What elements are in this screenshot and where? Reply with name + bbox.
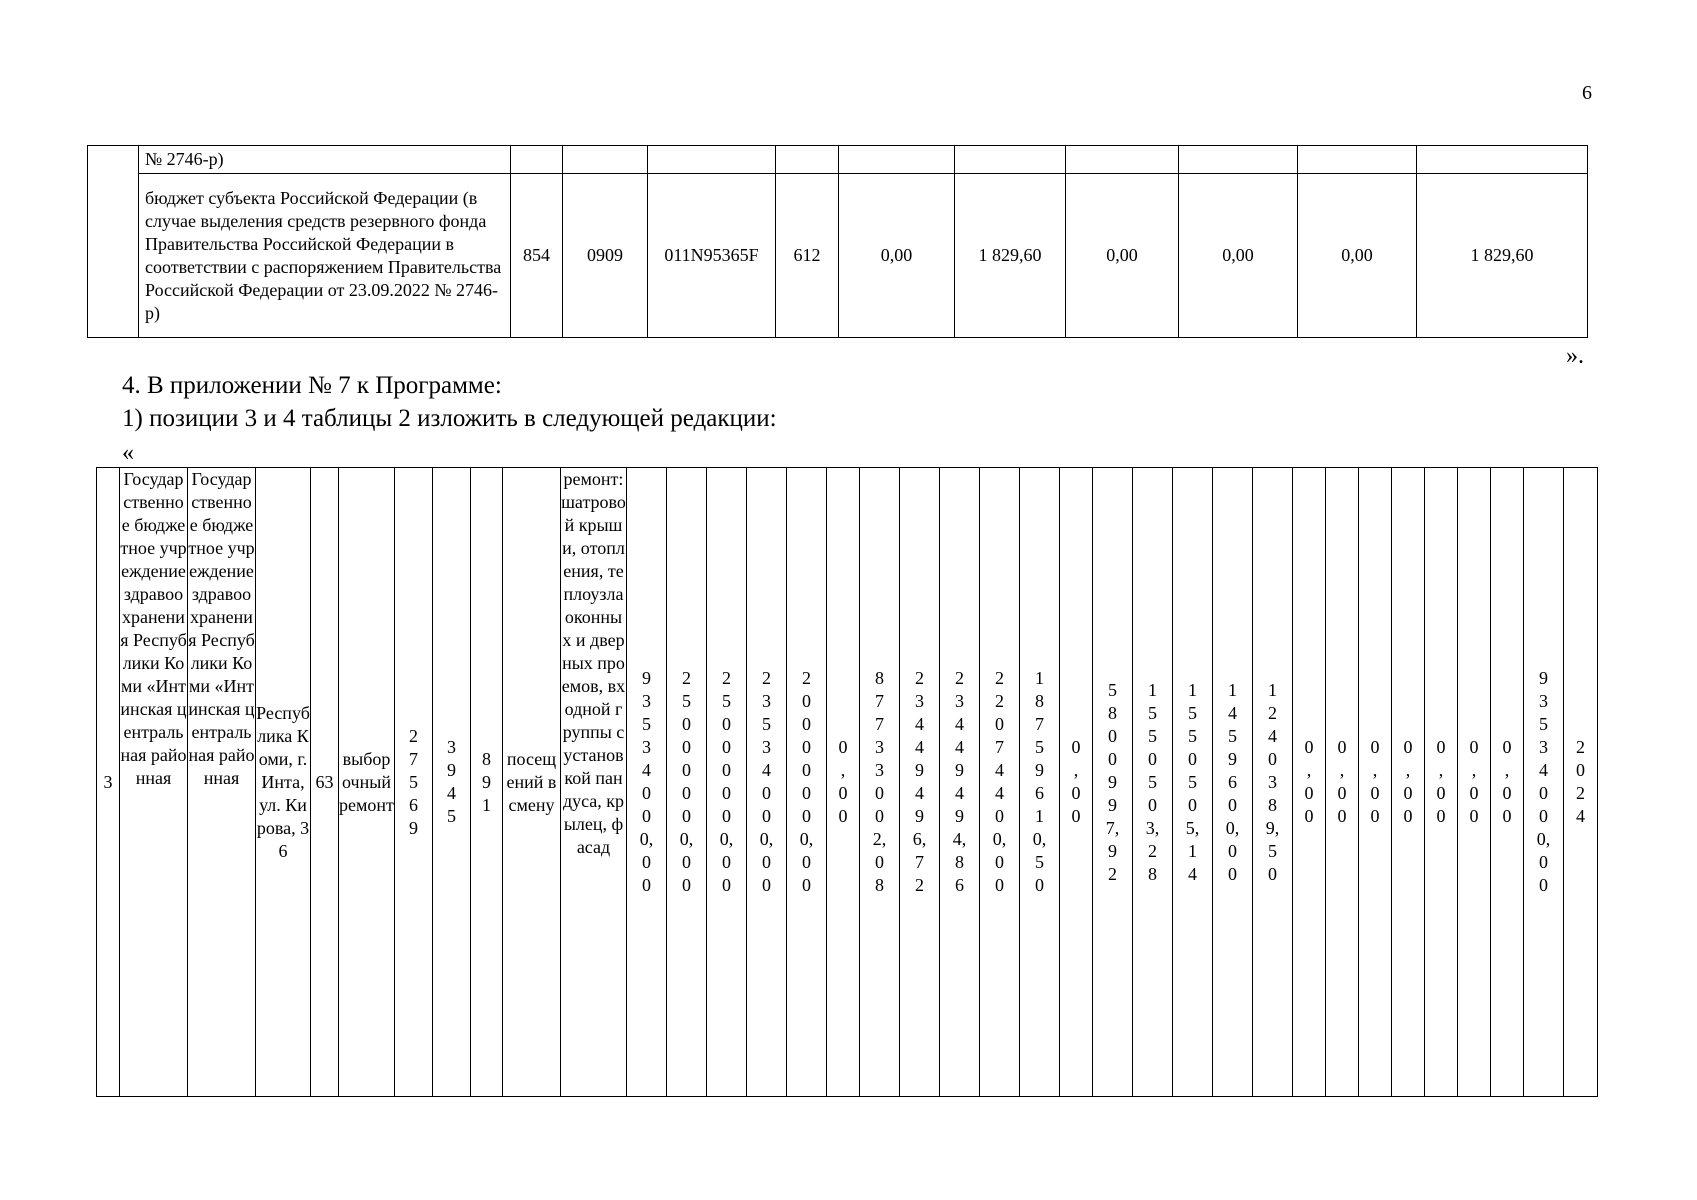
vertical-value: 2 5 0 0 0 0 0 0, 0 0 <box>679 668 694 895</box>
address-cell: Республика Коми, г. Инта, ул. Кирова, 36 <box>256 468 311 1097</box>
amount-cell <box>980 468 1020 1097</box>
amount-cell <box>1359 468 1392 1097</box>
vertical-value: 2 5 0 0 0 0 0 0, 0 0 <box>719 668 734 895</box>
vertical-value: 8 9 1 <box>482 748 491 815</box>
section-subheading: 1) позиции 3 и 4 таблицы 2 изложить в следующей редакции: <box>122 405 777 432</box>
section-heading: 4. В приложении № 7 к Программе: <box>122 372 502 399</box>
amount-cell <box>1253 468 1293 1097</box>
total-amount-cell: 1 829,60 <box>1417 174 1588 338</box>
work-type-cell: выборочный ремонт <box>339 468 395 1097</box>
vertical-value: 0 , 0 0 <box>1469 737 1479 826</box>
vertical-value: 2 3 5 3 4 0 0 0, 0 0 <box>759 668 774 895</box>
vertical-value: 0 , 0 0 <box>1403 737 1413 826</box>
expense-type-code: 612 <box>776 174 839 338</box>
amount-cell: 0,00 <box>839 174 955 338</box>
vertical-value: 2 7 5 6 9 <box>409 725 418 838</box>
table-cell <box>1417 146 1588 174</box>
vertical-value: 2 3 4 4 9 4 9 6, 7 2 <box>912 668 927 895</box>
vertical-value: 0 , 0 0 <box>1436 737 1446 826</box>
vertical-value: 0 , 0 0 <box>1370 737 1380 826</box>
vertical-value: 1 2 4 0 3 8 9, 5 0 <box>1265 679 1280 884</box>
funding-source-text: бюджет субъекта Российской Федерации (в случае выделения средств резервного фонда Правительства Российской Федерации в соответствии с распоряжением Правительства Российской Федерации от 23.09.2022 № 2746-р) <box>139 174 511 338</box>
amount-cell <box>1326 468 1359 1097</box>
table-cell <box>1298 146 1417 174</box>
vertical-value: 2 3 4 4 9 4 9 4, 8 6 <box>952 668 967 895</box>
amount-cell <box>1020 468 1060 1097</box>
amount-cell <box>860 468 900 1097</box>
opening-quote-mark: « <box>122 440 134 466</box>
vertical-value: 0 , 0 0 <box>1304 737 1314 826</box>
amount-cell <box>1133 468 1173 1097</box>
organization-name-cell: Государственное бюджетное учреждение здравоохранения Республики Коми «Интинская центральная районная <box>120 468 188 1097</box>
vertical-value: 1 8 7 5 9 6 1 0, 5 0 <box>1032 668 1047 895</box>
vertical-value: 0 , 0 0 <box>1071 737 1081 826</box>
table-cell <box>433 468 471 1097</box>
table-cell <box>511 146 563 174</box>
amount-cell <box>1458 468 1491 1097</box>
vertical-value: 2 0 0 0 0 0 0 0, 0 0 <box>799 668 814 895</box>
capacity-unit-cell: посещений в смену <box>503 468 561 1097</box>
total-amount-cell <box>1524 468 1564 1097</box>
table-cell <box>1179 146 1298 174</box>
year-cell <box>1564 468 1598 1097</box>
amount-cell: 1 829,60 <box>955 174 1066 338</box>
amount-cell <box>627 468 667 1097</box>
page-number: 6 <box>1582 82 1592 104</box>
target-code: 011N95365F <box>648 174 776 338</box>
vertical-value: 1 5 5 0 5 0 3, 2 8 <box>1145 679 1160 884</box>
table-row <box>97 468 1598 1097</box>
organization-name-cell: Государственное бюджетное учреждение здравоохранения Республики Коми «Интинская центральная районная <box>188 468 256 1097</box>
amount-cell <box>900 468 940 1097</box>
amount-cell <box>1093 468 1133 1097</box>
amount-cell <box>707 468 747 1097</box>
funding-source-text: № 2746-р) <box>139 146 511 174</box>
vertical-value: 3 9 4 5 <box>447 737 456 826</box>
amount-cell <box>1425 468 1458 1097</box>
table-row <box>88 174 1588 338</box>
table-cell <box>395 468 433 1097</box>
amount-cell <box>940 468 980 1097</box>
amount-cell: 0,00 <box>1298 174 1417 338</box>
row-number-cell: 3 <box>97 468 120 1097</box>
amount-cell <box>787 468 827 1097</box>
amount-cell: 0,00 <box>1066 174 1179 338</box>
amount-cell <box>747 468 787 1097</box>
program-appendix-table <box>96 467 1598 1097</box>
amount-cell <box>827 468 860 1097</box>
vertical-value: 1 4 5 9 6 0 0, 0 0 <box>1225 679 1240 884</box>
section-code: 0909 <box>563 174 648 338</box>
amount-cell <box>1060 468 1093 1097</box>
amount-cell <box>1213 468 1253 1097</box>
amount-cell <box>1392 468 1425 1097</box>
table-cell <box>471 468 503 1097</box>
table-cell <box>955 146 1066 174</box>
empty-cell <box>88 146 139 338</box>
budget-table-continuation <box>87 145 1588 338</box>
table-row <box>88 146 1588 174</box>
amount-cell: 0,00 <box>1179 174 1298 338</box>
vertical-value: 1 5 5 0 5 0 5, 1 4 <box>1185 679 1200 884</box>
vertical-value: 8 7 7 3 3 0 0 2, 0 8 <box>872 668 887 895</box>
vertical-value: 2 0 2 4 <box>1576 737 1585 826</box>
vertical-value: 0 , 0 0 <box>838 737 848 826</box>
table-cell <box>648 146 776 174</box>
vertical-value: 0 , 0 0 <box>1502 737 1512 826</box>
amount-cell <box>667 468 707 1097</box>
table-cell <box>776 146 839 174</box>
ministry-code: 854 <box>511 174 563 338</box>
amount-cell <box>1293 468 1326 1097</box>
vertical-value: 5 8 0 0 9 9 7, 9 2 <box>1105 679 1120 884</box>
amount-cell <box>1491 468 1524 1097</box>
table-cell: 63 <box>311 468 339 1097</box>
closing-quote-mark: ». <box>1566 343 1584 369</box>
vertical-value: 0 , 0 0 <box>1337 737 1347 826</box>
vertical-value: 2 2 0 7 4 4 0 0, 0 0 <box>992 668 1007 895</box>
amount-cell <box>1173 468 1213 1097</box>
vertical-value: 9 3 5 3 4 0 0 0, 0 0 <box>639 668 654 895</box>
table-cell <box>839 146 955 174</box>
table-cell <box>563 146 648 174</box>
table-cell <box>1066 146 1179 174</box>
vertical-value: 9 3 5 3 4 0 0 0, 0 0 <box>1536 668 1551 895</box>
work-description-cell: ремонт: шатровой крыши, отопления, теплоузла оконных и дверных проемов, входной группы с установкой пандуса, крылец, фасад <box>561 468 627 1097</box>
